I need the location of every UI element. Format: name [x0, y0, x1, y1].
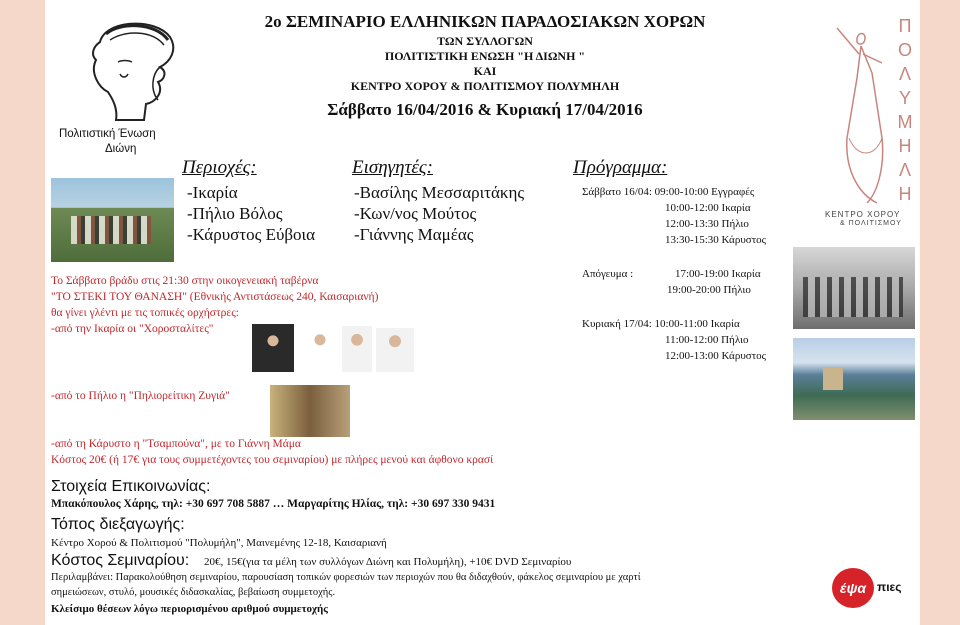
program-row: Κυριακή 17/04: 10:00-11:00 Ικαρία [582, 318, 740, 330]
contact-line: Μπακόπουλος Χάρης, τηλ: +30 697 708 5887 … Μαργαρίτης Ηλίας, τηλ: +30 697 330 9431 [51, 498, 496, 510]
band-ikaria: -από την Ικαρία οι "Χοροσταλίτες" [51, 323, 214, 335]
program-row: 13:30-15:30 Κάρυστος [665, 234, 766, 246]
dione-logo-line1: Πολιτιστική Ένωση [59, 128, 156, 140]
program-header: Πρόγραμμα: [573, 157, 668, 178]
program-row: 17:00-19:00 Ικαρία [675, 268, 761, 280]
closing-note: Κλείσιμο θέσεων λόγω περιορισμένου αριθμού συμμετοχής [51, 603, 328, 615]
event-poster [45, 0, 920, 625]
poster-title: 2ο ΣΕΜΙΝΑΡΙΟ ΕΛΛΗΝΙΚΩΝ ΠΑΡΑΔΟΣΙΑΚΩΝ ΧΟΡΩΝ [264, 12, 706, 31]
region-item: -Ικαρία [187, 183, 238, 202]
party-line-3: θα γίνει γλέντι με τις τοπικές ορχήστρες: [51, 307, 239, 319]
program-row: 12:00-13:00 Κάρυστος [665, 350, 766, 362]
polymili-logo-line2: & ΠΟΛΙΤΙΣΜΟΥ [840, 220, 902, 227]
program-row: Απόγευμα : [582, 268, 634, 280]
band-pilio: -από το Πήλιο η "Πηλιορείτικη Ζυγιά" [51, 390, 230, 402]
musician-photo [342, 326, 372, 372]
program-row: 11:00-12:00 Πήλιο [665, 334, 749, 346]
program-row: 19:00-20:00 Πήλιο [667, 284, 751, 296]
subtitle-line-3: ΚΑΙ [473, 64, 497, 78]
dione-woman-portrait-icon [60, 12, 200, 127]
seminar-cost-header: Κόστος Σεμιναρίου: [51, 552, 190, 569]
venue-line: Κέντρο Χορού & Πολιτισμού "Πολυμήλη", Μαινεμένης 12-18, Καισαριανή [51, 537, 387, 549]
contact-header: Στοιχεία Επικοινωνίας: [51, 478, 211, 495]
instructor-item: -Γιάννης Μαμέας [354, 225, 474, 244]
village-dance-bw-photo [793, 247, 915, 329]
party-line-2: "ΤΟ ΣΤΕΚΙ ΤΟΥ ΘΑΝΑΣΗ" (Εθνικής Αντιστάσεως 240, Καισαριανή) [51, 291, 379, 303]
brand-logo-badge: έψα [832, 568, 874, 608]
brand-logo-suffix: πιες [877, 580, 902, 594]
event-dates: Σάββατο 16/04/2016 & Κυριακή 17/04/2016 [327, 100, 643, 119]
party-cost: Κόστος 20€ (ή 17€ για τους συμμετέχοντες του σεμιναρίου) με πλήρες μενού και άφθονο κρασί [51, 454, 494, 466]
pilio-band-photo [270, 385, 350, 437]
musician-photo [252, 324, 294, 372]
polymili-vertical-title: ΠΟΛΥΜΗΛΗ [897, 16, 913, 204]
program-row: Σάββατο 16/04: 09:00-10:00 Εγγραφές [582, 186, 755, 198]
instructor-item: -Βασίλης Μεσσαριτάκης [354, 183, 525, 202]
program-row: 12:00-13:30 Πήλιο [665, 218, 749, 230]
subtitle-line-2: ΠΟΛΙΤΙΣΤΙΚΗ ΕΝΩΣΗ "Η ΔΙΩΝΗ " [384, 49, 586, 63]
musician-photo [376, 328, 414, 372]
subtitle-line-4: ΚΕΝΤΡΟ ΧΟΡΟΥ & ΠΟΛΙΤΙΣΜΟΥ ΠΟΛΥΜΗΛΗ [350, 79, 620, 93]
dancers-outdoor-photo [51, 178, 174, 262]
includes-line-1: Περιλαμβάνει: Παρακολούθηση σεμιναρίου, παρουσίαση τοπικών φορεσιών των περιοχών που θα διδαχθούν, φάκελος σεμιναρίου με χαρτί [51, 572, 641, 583]
regions-header: Περιοχές: [182, 157, 257, 178]
polymili-logo-line1: ΚΕΝΤΡΟ ΧΟΡΟΥ [825, 210, 901, 219]
venue-header: Τόπος διεξαγωγής: [51, 516, 185, 533]
instructor-item: -Κων/νος Μούτος [354, 204, 477, 223]
dione-logo-line2: Διώνη [105, 143, 137, 155]
polymili-dancer-icon [827, 18, 897, 208]
party-line-1: Το Σάββατο βράδυ στις 21:30 στην οικογενειακή ταβέρνα [51, 275, 319, 287]
includes-line-2: σημειώσεων, στυλό, μουσικές διδασκαλίας, βεβαίωση συμμετοχής. [51, 587, 336, 598]
region-item: -Πήλιο Βόλος [187, 204, 283, 223]
program-row: 10:00-12:00 Ικαρία [665, 202, 751, 214]
subtitle-line-1: ΤΩΝ ΣΥΛΛΟΓΩΝ [437, 34, 533, 48]
instructors-header: Εισηγητές: [352, 157, 433, 178]
musician-photo [300, 326, 340, 372]
harbor-castle-photo [793, 338, 915, 420]
band-karystos: -από τη Κάρυστο η "Τσαμπούνα", με το Γιάννη Μάμα [51, 438, 301, 450]
region-item: -Κάρυστος Εύβοια [187, 225, 316, 244]
seminar-cost-line: 20€, 15€(για τα μέλη των συλλόγων Διώνη και Πολυμήλη), +10€ DVD Σεμιναρίου [204, 556, 572, 568]
